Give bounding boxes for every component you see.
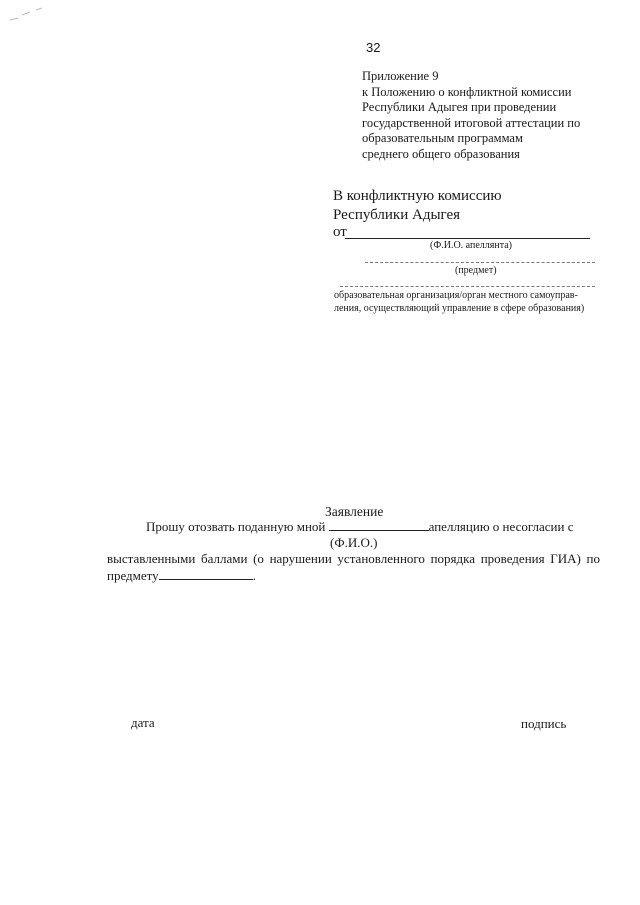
statement-line-1-end: апелляцию о несогласии с — [428, 519, 574, 534]
subject-label: предмету — [107, 568, 159, 583]
statement-line-3 — [107, 568, 256, 584]
signature-label: подпись — [521, 716, 567, 731]
statement-line-1-start: Прошу отозвать поданную мной — [146, 519, 326, 534]
appendix-line: Приложение 9 — [362, 69, 439, 83]
date-label: дата — [131, 715, 155, 730]
subject-blank — [159, 568, 253, 580]
organization-caption-line: образовательная организация/орган местного самоуправ- — [334, 290, 578, 301]
fio-blank — [329, 519, 429, 531]
appendix-line: к Положению о конфликтной комиссии — [362, 84, 572, 99]
scan-artifact-mark — [8, 6, 58, 26]
page-number: 32 — [366, 40, 381, 55]
statement-title: Заявление — [325, 504, 384, 519]
organization-caption — [334, 289, 584, 315]
organization-underline — [340, 286, 595, 287]
statement-fio-caption: (Ф.И.О.) — [330, 535, 378, 550]
appendix-header — [362, 69, 580, 162]
subject-caption: (предмет) — [455, 265, 497, 276]
statement-end-period: . — [252, 568, 256, 583]
fio-caption: (Ф.И.О. апеллянта) — [430, 240, 512, 251]
from-label: от — [333, 224, 347, 240]
subject-underline — [365, 262, 595, 263]
fio-underline — [345, 238, 590, 239]
statement-line-2: выставленными баллами (о нарушении установленного порядка проведения ГИА) по — [107, 551, 600, 566]
appendix-line: государственной итоговой аттестации по — [362, 115, 581, 130]
addressee-line-2: Республики Адыгея — [333, 207, 461, 223]
statement-line-1 — [146, 519, 574, 535]
appendix-line: Республики Адыгея при проведении — [362, 100, 557, 114]
addressee-line-1: В конфликтную комиссию — [333, 188, 502, 204]
appendix-line: среднего общего образования — [362, 146, 520, 161]
appendix-line: образовательным программам — [362, 131, 523, 145]
organization-caption-line: ления, осуществляющий управление в сфере образования) — [334, 303, 585, 314]
